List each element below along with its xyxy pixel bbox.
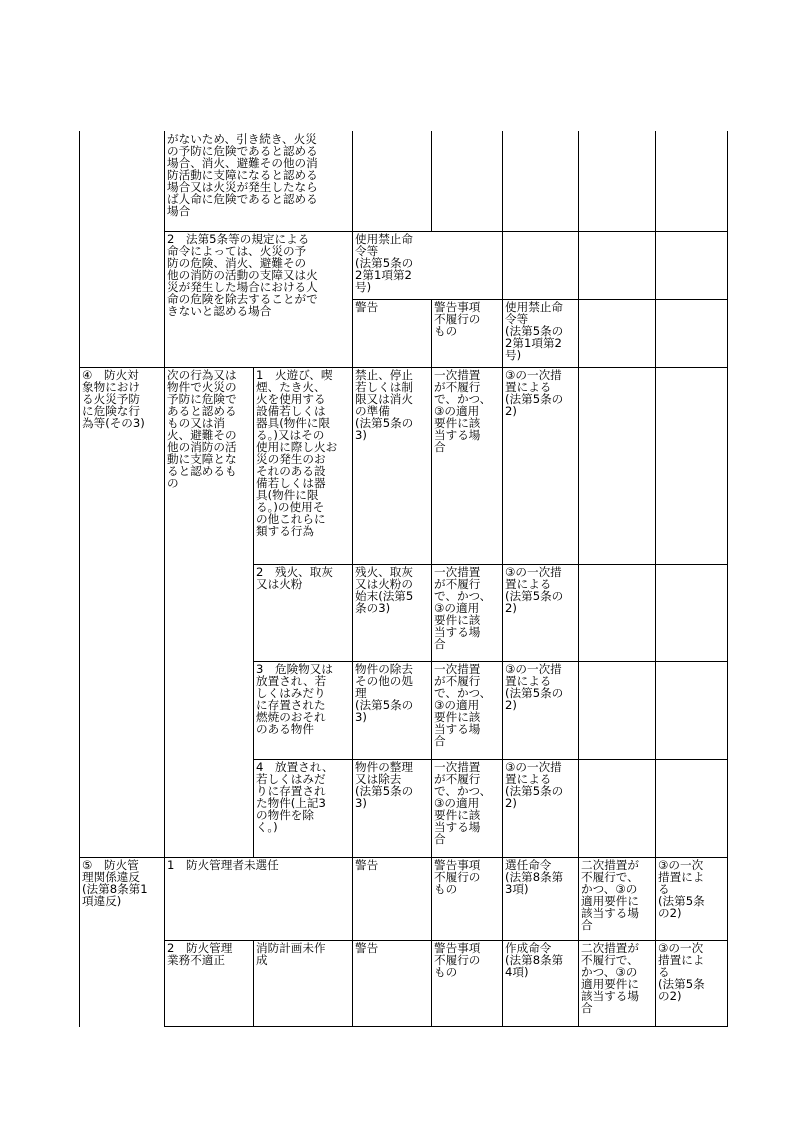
item-text: 4 放置され、 若しくはみだ りに存置され た物件(上記3 の物件を除 く。) (256, 761, 334, 834)
table-rule (79, 367, 728, 368)
table-divider-col1b (253, 940, 254, 1027)
item-text: 1 火遊び、喫 煙、たき火、 火を使用する 設備若しくは 器具(物件に限 る。)又はその 使用に際し火お 災の発生のお それのある設 備若しくは器 具(物件に限 る。)の使用そ の他これらに 類する行為 (256, 369, 338, 538)
table-divider-col3 (431, 131, 432, 231)
condition-text: 次の行為又は 物件で火災の 予防に危険で あると認める もの又は消 火、避難その 他の消防の活 動に支障とな ると認めるも の (167, 369, 237, 490)
table-rule (253, 564, 728, 565)
table-rule (164, 231, 728, 232)
measure-text: 使用禁止命 令等 (法第5条の 2第1項第2 号) (355, 233, 414, 294)
table-divider-col3 (431, 299, 432, 1027)
item-text: 1 防火管理者未選任 (167, 859, 279, 872)
table-rule (164, 940, 728, 941)
table-rule (253, 661, 728, 662)
measure-text: 警告 (355, 859, 379, 872)
measure-text: ③の一次措 置による (法第5条の 2) (505, 369, 564, 418)
table-divider-col1 (164, 131, 165, 1027)
condition-text: 警告事項 不履行の もの (434, 942, 481, 979)
condition-text: 一次措置 が不履行 で、かつ、 ③の適用 要件に該 当する場 合 (434, 761, 492, 846)
condition-text: 一次措置 が不履行 で、かつ、 ③の適用 要件に該 当する場 合 (434, 566, 492, 651)
item-text: 消防計画未作 成 (256, 942, 326, 967)
table-rule (79, 857, 728, 858)
table-border-right (727, 131, 728, 1027)
measure-text: 警告 (355, 942, 379, 955)
measure-text: 作成命令 (法第8条第 4項) (505, 942, 564, 979)
item-text: 2 防火管理 業務不適正 (167, 942, 233, 967)
measure-text: ③の一次措 置による (法第5条の 2) (505, 663, 564, 712)
measure-text: 使用禁止命 令等 (法第5条の 2第1項第2 号) (505, 301, 564, 362)
table-divider-col5 (578, 131, 579, 1027)
measure-text: 残火、取灰 又は火粉の 始末(法第5 条の3) (355, 566, 414, 615)
measure-text: 選任命令 (法第8条第 3項) (505, 859, 564, 896)
condition-text: 一次措置 が不履行 で、かつ、 ③の適用 要件に該 当する場 合 (434, 663, 492, 748)
measure-text: 物件の整理 又は除去 (法第5条の 3) (355, 761, 414, 810)
section-heading: ④ 防火対 象物におけ る火災予防 に危険な行 為等(その3) (82, 369, 145, 430)
measure-text: 警告 (355, 301, 379, 314)
condition-text: 二次措置が 不履行で、 かつ、③の 適用要件に 該当する場 合 (581, 859, 639, 932)
table-border-left (79, 131, 80, 1027)
section-heading: ⑤ 防火管 理関係違反 (法第8条第1 項違反) (82, 859, 148, 908)
condition-text: 警告事項 不履行の もの (434, 301, 481, 338)
condition-text: 二次措置が 不履行で、 かつ、③の 適用要件に 該当する場 合 (581, 942, 639, 1015)
condition-text: 一次措置 が不履行 で、かつ、 ③の適用 要件に該 当する場 合 (434, 369, 492, 454)
measure-text: ③の一次措 置による (法第5条の 2) (505, 761, 564, 810)
table-divider-col6 (655, 131, 656, 1027)
condition-text: 2 法第5条等の規定による 命令によっては、火災の予 防の危険、消火、避難その 他の消防の活動の支障又は火 災が発生した場合における人 命の危険を除去することがで きないと認める場合 (167, 233, 318, 318)
condition-text-continued: がないため、引き続き、火災 の予防に危険であると認める 場合、消火、避難その他の消 防活動に支障になると認める 場合又は火災が発生したなら ば人命に危険であると認める 場合 (167, 133, 318, 218)
table-divider-col1b (253, 367, 254, 857)
measure-text: 物件の除去 その他の処 理 (法第5条の 3) (355, 663, 414, 724)
measure-text: ③の一次措 置による (法第5条の 2) (505, 566, 564, 615)
measure-text: ③の一次 措置によ る (法第5条 の2) (658, 859, 705, 920)
measure-text: ③の一次 措置によ る (法第5条 の2) (658, 942, 705, 1003)
table-rule (253, 759, 728, 760)
table-divider-col4 (502, 131, 503, 1027)
table-border-bottom (164, 1026, 728, 1027)
measure-text: 禁止、停止 若しくは制 限又は消火 の準備 (法第5条の 3) (355, 369, 414, 442)
table-divider-col2 (352, 231, 353, 1027)
item-text: 2 残火、取灰 又は火粉 (256, 566, 333, 591)
table-divider-col2 (352, 131, 353, 231)
condition-text: 警告事項 不履行の もの (434, 859, 481, 896)
table-rule (352, 299, 728, 300)
item-text: 3 危険物又は 放置され、若 しくはみだり に存置された 燃焼のおそれ のある物件 (256, 663, 333, 736)
